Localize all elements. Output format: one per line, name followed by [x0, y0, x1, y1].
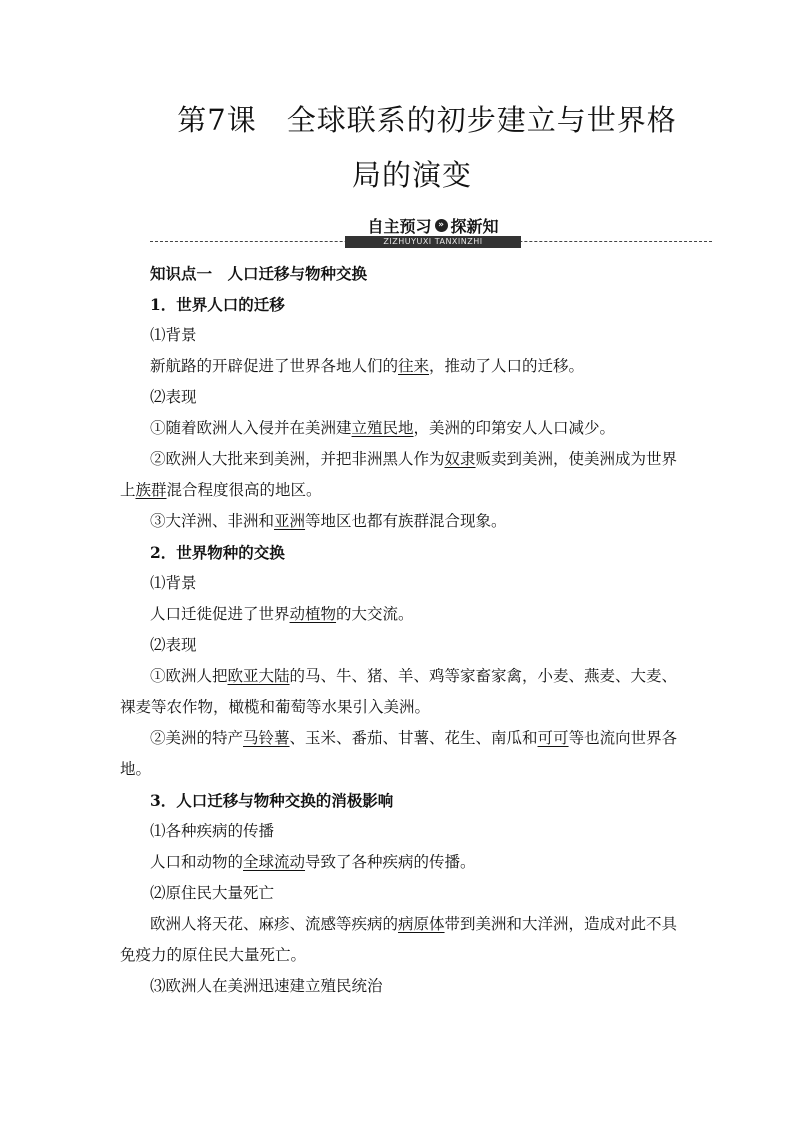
fill-blank: 可可: [537, 729, 569, 747]
section-title: 3．人口迁移与物种交换的消极影响: [150, 791, 394, 810]
paragraph: ③大洋洲、非洲和亚洲等地区也都有族群混合现象。: [150, 512, 507, 530]
banner-right-text: 探新知: [450, 216, 499, 236]
fill-blank: 全球流动: [243, 853, 306, 871]
subsection-label: ⑵表现: [150, 388, 197, 406]
paragraph: ①随着欧洲人入侵并在美洲建立殖民地，美洲的印第安人人口减少。: [150, 419, 616, 437]
paragraph: ②欧洲人大批来到美洲，并把非洲黑人作为奴隶贩卖到美洲，使美洲成为世界上族群混合程度很高的地区。: [120, 450, 678, 499]
section-banner: [150, 214, 712, 250]
subsection-label: ⑵表现: [150, 636, 197, 654]
subsection-label: ⑴背景: [150, 326, 197, 344]
lesson-title-line1: 第7课 全球联系的初步建立与世界格: [177, 103, 677, 137]
banner-left-text: 自主预习: [367, 216, 432, 236]
fill-blank: 奴隶: [444, 450, 476, 468]
paragraph: 欧洲人将天花、麻疹、流感等疾病的病原体带到美洲和大洋洲，造成对此不具免疫力的原住民大量死亡。: [120, 915, 678, 964]
paragraph: 人口和动物的全球流动导致了各种疾病的传播。: [150, 853, 476, 871]
fill-blank: 欧亚大陆: [227, 667, 290, 685]
knowledge-heading: 知识点一 人口迁移与物种交换: [150, 264, 368, 283]
fill-blank: 病原体: [398, 915, 445, 933]
subsection-label: ⑵原住民大量死亡: [150, 884, 275, 902]
fill-blank: 族群: [135, 481, 167, 499]
fill-blank: 马铃薯: [243, 729, 290, 747]
subsection-label: ⑴背景: [150, 574, 197, 592]
banner-band: [345, 214, 521, 250]
subsection-label: ⑶欧洲人在美洲迅速建立殖民统治: [150, 977, 383, 995]
paragraph: ①欧洲人把欧亚大陆的马、牛、猪、羊、鸡等家畜家禽，小麦、燕麦、大麦、裸麦等农作物，橄榄和葡萄等水果引入美洲。: [120, 667, 678, 716]
subsection-label: ⑴各种疾病的传播: [150, 822, 275, 840]
paragraph: ②美洲的特产马铃薯、玉米、番茄、甘薯、花生、南瓜和可可等也流向世界各地。: [120, 729, 678, 778]
section-title: 1．世界人口的迁移: [150, 295, 285, 314]
double-chevron-icon: »: [435, 219, 448, 232]
fill-blank: 动植物: [289, 605, 337, 623]
banner-pinyin: ZIZHUYUXI TANXINZHI: [345, 236, 521, 248]
paragraph: 新航路的开辟促进了世界各地人们的往来，推动了人口的迁移。: [150, 357, 585, 375]
section-title: 2．世界物种的交换: [150, 543, 285, 562]
fill-blank: 亚洲: [274, 512, 306, 530]
document-body: [120, 258, 680, 1002]
fill-blank: 立殖民地: [351, 419, 414, 437]
lesson-title-line2: 局的演变: [351, 158, 472, 192]
fill-blank: 往来: [398, 357, 430, 375]
paragraph: 人口迁徙促进了世界动植物的大交流。: [150, 605, 414, 623]
